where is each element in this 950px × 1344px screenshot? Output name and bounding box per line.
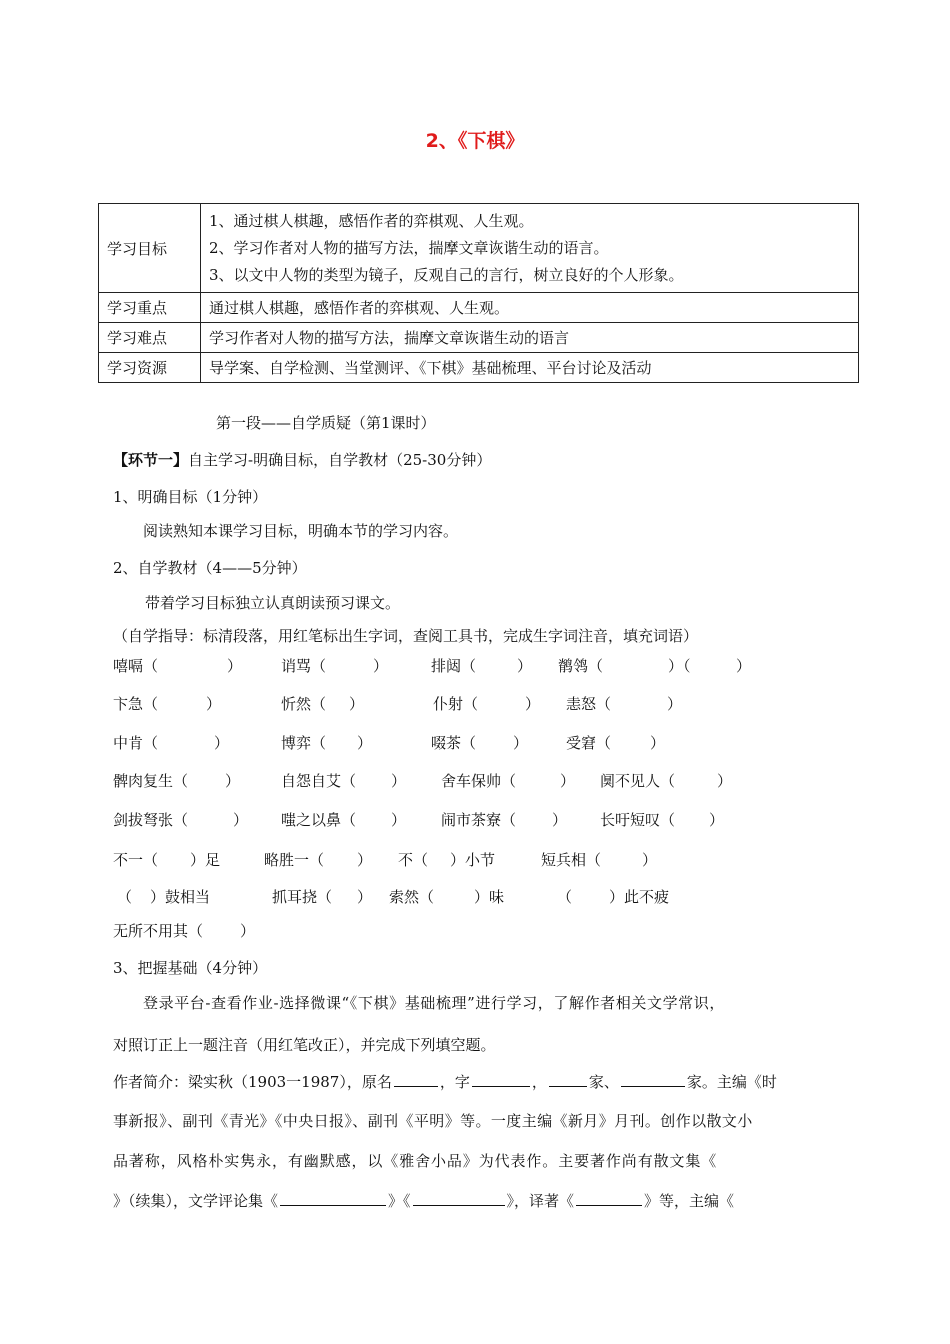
vocab-blank-close: ） <box>206 695 222 713</box>
vocab-blank-close: ） <box>552 811 568 829</box>
vocab-blank-open: （ <box>557 888 573 906</box>
vocab-blank-close: ） <box>225 772 241 790</box>
stage-one-heading <box>113 449 491 470</box>
vocab-item: 不（ <box>398 851 429 869</box>
stage-one-text: 自主学习-明确目标，自学教材（25-30分钟） <box>188 451 492 469</box>
vocab-item: 博弈（ <box>281 734 327 752</box>
author-intro-line: 事新报》、副刊《青光》《中央日报》、副刊《平明》等。一度主编《新月》月刊。创作以散文小 <box>113 1112 753 1130</box>
item1-heading: 1、明确目标（1分钟） <box>113 488 268 506</box>
difficulty-content: 学习作者对人物的描写方法，揣摩文章诙谐生动的语言 <box>201 323 859 353</box>
vocab-blank-close: ） <box>391 811 407 829</box>
vocab-item: 阒不见人（ <box>600 772 676 790</box>
vocab-item: 无所不用其（ <box>113 922 204 940</box>
focus-content: 通过棋人棋趣，感悟作者的弈棋观、人生观。 <box>201 293 859 323</box>
stage-one-tag: 【环节一】 <box>113 451 189 469</box>
vocab-item: 诮骂（ <box>281 657 327 675</box>
vocab-blank-close: ） <box>357 734 373 752</box>
goals-label: 学习目标 <box>99 204 201 293</box>
vocab-blank-close: ） <box>373 657 389 675</box>
fill-blank[interactable] <box>576 1191 642 1206</box>
vocab-item: 自怨自艾（ <box>281 772 357 790</box>
vocab-item: 剑拔弩张（ <box>113 811 189 829</box>
vocab-item: 不一（ <box>113 851 159 869</box>
item2-body: 带着学习目标独立认真朗读预习课文。 <box>145 594 401 612</box>
vocab-blank-mid: ）（ <box>668 657 691 675</box>
study-plan-table <box>98 203 859 383</box>
vocab-blank-close: ） <box>650 734 666 752</box>
fill-blank[interactable] <box>549 1072 587 1087</box>
resources-content: 导学案、自学检测、当堂测评、《下棋》基础梳理、平台讨论及活动 <box>201 353 859 383</box>
vocab-blank-close: ） <box>513 734 529 752</box>
vocab-blank-close: ） <box>517 657 533 675</box>
vocab-item: 闹市茶寮（ <box>441 811 517 829</box>
vocab-item: 恚怒（ <box>566 695 612 713</box>
vocab-item: 髀肉复生（ <box>113 772 189 790</box>
item3-heading: 3、把握基础（4分钟） <box>113 959 268 977</box>
vocab-item: 抓耳挠（ <box>272 888 333 906</box>
goal-line: 1、通过棋人棋趣，感悟作者的弈棋观、人生观。 <box>209 211 534 230</box>
resources-label: 学习资源 <box>99 353 201 383</box>
vocab-blank-close: ） <box>709 811 725 829</box>
difficulty-label: 学习难点 <box>99 323 201 353</box>
vocab-item: 索然（ <box>389 888 435 906</box>
vocab-item-tail: ）足 <box>190 851 221 869</box>
goal-line: 2、学习作者对人物的描写方法，揣摩文章诙谐生动的语言。 <box>209 238 609 257</box>
vocab-item-tail: ）此不疲 <box>609 888 670 906</box>
item3-paragraph: 登录平台-查看作业-选择微课“《下棋》基础梳理”进行学习，了解作者相关文学常识， <box>143 994 725 1012</box>
vocab-blank-close: ） <box>391 772 407 790</box>
author-intro-line: 作者简介：梁实秋（1903一1987），原名 ，字 ， 家、 家。主编《时 <box>113 1073 777 1091</box>
vocab-blank-close: ） <box>736 657 752 675</box>
vocab-blank-close: ） <box>642 851 658 869</box>
vocab-blank-close: ） <box>357 888 373 906</box>
vocab-item: 嘻嗝（ <box>113 657 159 675</box>
page-title: 2、《下棋》 <box>425 130 525 152</box>
fill-blank[interactable] <box>394 1072 438 1087</box>
fill-blank[interactable] <box>472 1072 530 1087</box>
vocab-item-tail: ）味 <box>474 888 505 906</box>
item2-heading: 2、自学教材（4——5分钟） <box>113 559 307 577</box>
vocab-item: 嗤之以鼻（ <box>281 811 357 829</box>
item3-paragraph: 对照订正上一题注音（用红笔改正），并完成下列填空题。 <box>113 1036 496 1054</box>
vocab-blank-close: ） <box>233 811 249 829</box>
vocab-blank-close: ） <box>349 695 365 713</box>
vocab-item: 长吁短叹（ <box>600 811 676 829</box>
vocab-item: 排闼（ <box>431 657 477 675</box>
goals-content <box>201 204 859 293</box>
vocab-item: 略胜一（ <box>264 851 325 869</box>
vocab-blank-close: ） <box>240 922 256 940</box>
vocab-item-tail: ）小节 <box>450 851 496 869</box>
vocab-blank-close: ） <box>560 772 576 790</box>
vocab-blank-close: ） <box>667 695 683 713</box>
section-heading: 第一段——自学质疑（第1课时） <box>216 414 436 432</box>
vocab-item: 鹡鸰（ <box>558 657 604 675</box>
self-study-guide: （自学指导：标清段落，用红笔标出生字词，查阅工具书，完成生字词注音，填充词语） <box>113 627 699 645</box>
vocab-item-tail: ）鼓相当 <box>150 888 211 906</box>
focus-label: 学习重点 <box>99 293 201 323</box>
fill-blank[interactable] <box>413 1191 505 1206</box>
vocab-blank-close: ） <box>525 695 541 713</box>
vocab-blank-close: ） <box>214 734 230 752</box>
vocab-item: 受窘（ <box>566 734 612 752</box>
vocab-item: 啜茶（ <box>431 734 477 752</box>
vocab-item: 仆射（ <box>433 695 479 713</box>
author-intro-line: 》（续集），文学评论集《 》《 》，译著《 》等，主编《 <box>113 1192 735 1210</box>
fill-blank[interactable] <box>621 1072 685 1087</box>
fill-blank[interactable] <box>280 1191 386 1206</box>
vocab-blank-close: ） <box>227 657 243 675</box>
vocab-item: 忻然（ <box>281 695 327 713</box>
item1-body: 阅读熟知本课学习目标，明确本节的学习内容。 <box>143 522 459 540</box>
vocab-blank-close: ） <box>717 772 733 790</box>
goal-line: 3、以文中人物的类型为镜子，反观自己的言行，树立良好的个人形象。 <box>209 265 684 284</box>
author-intro-line: 品著称，风格朴实隽永，有幽默感，以《雅舍小品》为代表作。主要著作尚有散文集《 <box>113 1152 718 1170</box>
vocab-item: 卞急（ <box>113 695 159 713</box>
vocab-item: 舍车保帅（ <box>441 772 517 790</box>
vocab-blank-open: （ <box>117 888 133 906</box>
vocab-blank-close: ） <box>357 851 373 869</box>
vocab-item: 短兵相（ <box>541 851 602 869</box>
vocab-item: 中肯（ <box>113 734 159 752</box>
